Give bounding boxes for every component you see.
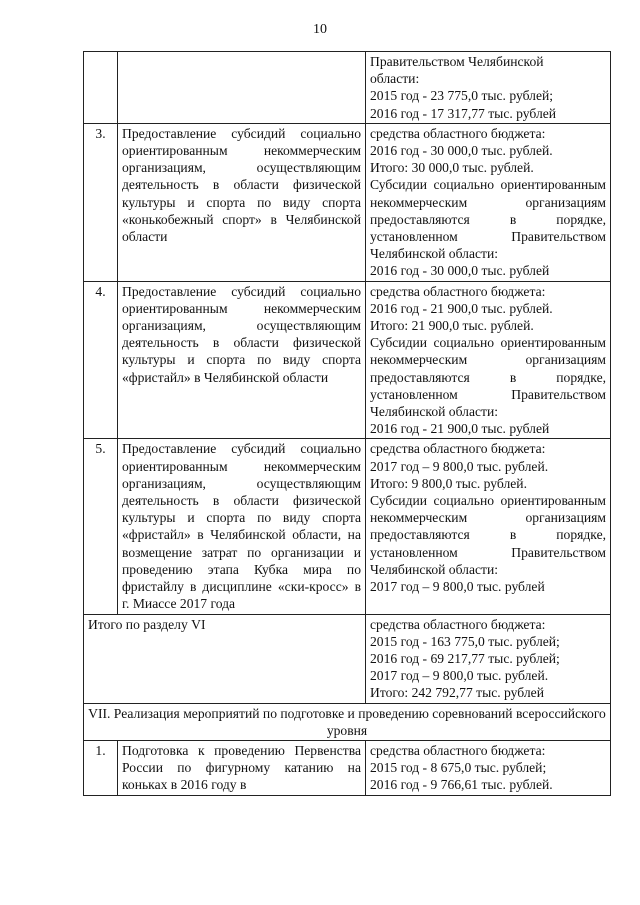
funding-line: 2016 год - 30 000,0 тыс. рублей — [370, 263, 550, 279]
funding-line: 2017 год – 9 800,0 тыс. рублей. — [370, 458, 549, 474]
funding-line: 2016 год - 9 766,61 тыс. рублей. — [370, 777, 553, 793]
cell-funding — [366, 439, 611, 614]
funding-line: 2017 год – 9 800,0 тыс. рублей — [370, 579, 545, 595]
funding-line: 2016 год - 69 217,77 тыс. рублей; — [370, 650, 560, 666]
funding-line: средства областного бюджета: — [370, 125, 546, 141]
table-row-section-total — [84, 614, 611, 703]
funding-line: 2016 год - 17 317,77 тыс. рублей — [370, 105, 557, 121]
cell-number-empty — [84, 52, 118, 124]
table-row-item-5 — [84, 439, 611, 614]
cell-funding — [366, 281, 611, 439]
item-number: 1. — [84, 740, 118, 795]
item-description: Предоставление субсидий социально ориентированным некоммерческим организациям, осуществляющим деятельность в области физической культуры и спорта по виду спорта «конькобежный спорт» в Челябинской области — [118, 123, 366, 281]
funding-line: 2017 год – 9 800,0 тыс. рублей. — [370, 668, 549, 684]
item-description: Предоставление субсидий социально ориентированным некоммерческим организациям, осуществляющим деятельность в области физической культуры и спорта по виду спорта «фристайл» в Челябинской области — [118, 281, 366, 439]
funding-line: 2015 год - 8 675,0 тыс. рублей; — [370, 760, 547, 776]
item-number: 4. — [84, 281, 118, 439]
funding-line: Итого: 21 900,0 тыс. рублей. — [370, 318, 534, 334]
cell-funding — [366, 123, 611, 281]
funding-line: 2016 год - 21 900,0 тыс. рублей. — [370, 300, 553, 316]
funding-line: 2015 год - 163 775,0 тыс. рублей; — [370, 633, 560, 649]
cell-funding — [366, 614, 611, 703]
funding-line: области: — [370, 71, 420, 87]
funding-line: средства областного бюджета: — [370, 283, 546, 299]
funding-line: Итого: 242 792,77 тыс. рублей — [370, 685, 544, 701]
page-number: 10 — [313, 22, 327, 37]
section-heading: VII. Реализация мероприятий по подготовке и проведению соревнований всероссийского уровня — [84, 703, 611, 740]
funding-line: Правительством Челябинской — [370, 54, 544, 69]
item-number: 3. — [84, 123, 118, 281]
cell-funding — [366, 740, 611, 795]
funding-line: Итого: 9 800,0 тыс. рублей. — [370, 475, 527, 491]
funding-line: 2015 год - 23 775,0 тыс. рублей; — [370, 88, 554, 104]
funding-note: Субсидии социально ориентированным некоммерческим организациям предоставляются в порядке, установленном Правительством Челябинской области: — [370, 335, 606, 420]
funding-line: Итого: 30 000,0 тыс. рублей. — [370, 160, 534, 176]
funding-line: средства областного бюджета: — [370, 616, 546, 632]
table-row-continuation — [84, 52, 611, 124]
table-row-item-3 — [84, 123, 611, 281]
funding-line: 2016 год - 21 900,0 тыс. рублей — [370, 421, 550, 437]
item-number: 5. — [84, 439, 118, 614]
funding-note: Субсидии социально ориентированным некоммерческим организациям предоставляются в порядке, установленном Правительством Челябинской области: — [370, 493, 606, 577]
program-table — [83, 51, 611, 796]
section-total-label: Итого по разделу VI — [84, 614, 366, 703]
cell-funding — [366, 52, 611, 124]
funding-line: 2016 год - 30 000,0 тыс. рублей. — [370, 143, 553, 159]
cell-description-empty — [118, 52, 366, 124]
table-row-section-heading — [84, 703, 611, 740]
item-description: Подготовка к проведению Первенства России по фигурному катанию на коньках в 2016 году в — [118, 740, 366, 795]
table-row-item-4 — [84, 281, 611, 439]
item-description: Предоставление субсидий социально ориентированным некоммерческим организациям, осуществляющим деятельность в области физической культуры и спорта по виду спорта «фристайл» в Челябинской области, на возмещение затрат по организации и проведению этапа Кубка мира по фристайлу в дисциплине «ски-кросс» в г. Миассе 2017 года — [118, 439, 366, 614]
funding-note: Субсидии социально ориентированным некоммерческим организациям предоставляются в порядке, установленном Правительством Челябинской области: — [370, 177, 606, 262]
funding-line: средства областного бюджета: — [370, 742, 546, 758]
funding-line: средства областного бюджета: — [370, 441, 546, 457]
table-row-item-1 — [84, 740, 611, 795]
